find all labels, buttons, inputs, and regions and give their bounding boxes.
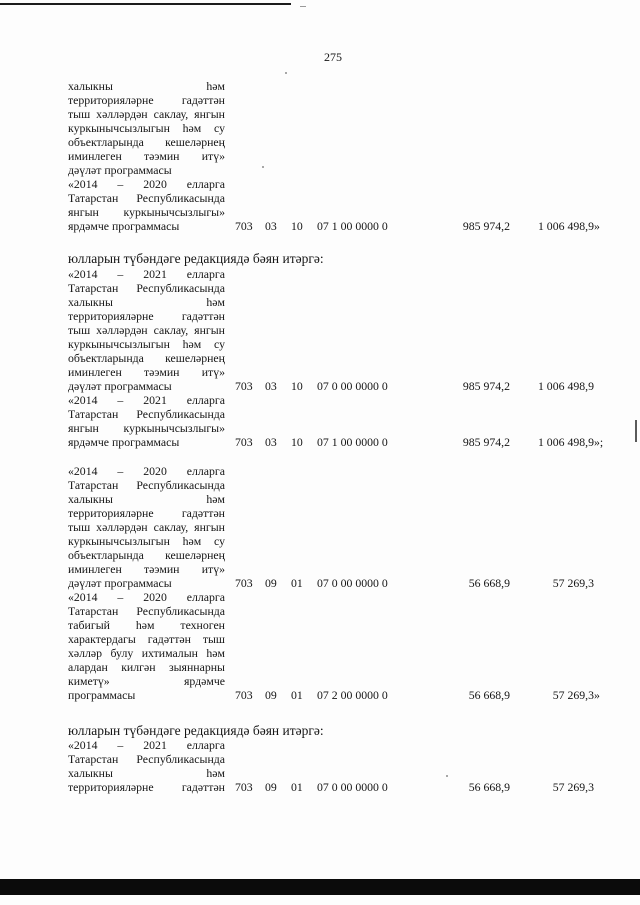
program-name-line: халыкны һәм bbox=[68, 79, 225, 93]
department-code: 703 bbox=[235, 219, 253, 233]
program-name-line: тыш хәлләрдән саклау, янгын bbox=[68, 323, 225, 337]
amount-second bbox=[514, 379, 594, 393]
amount-second bbox=[514, 688, 600, 702]
program-entry bbox=[0, 177, 640, 233]
program-name-line: куркынычсызлыгын һәм су bbox=[68, 121, 225, 135]
program-name-line: «2014 – 2021 елларга bbox=[68, 738, 225, 752]
program-name-line: Татарстан Республикасында bbox=[68, 191, 225, 205]
program-name-line: халыкны һәм bbox=[68, 295, 225, 309]
program-name-line: дәүләт программасы bbox=[68, 576, 172, 590]
program-entry bbox=[0, 464, 640, 590]
program-entry bbox=[0, 590, 640, 702]
program-name-line: янгын куркынычсызлыгы» bbox=[68, 421, 225, 435]
budget-row bbox=[0, 379, 640, 393]
amount-second bbox=[514, 435, 604, 449]
amount-second bbox=[514, 219, 600, 233]
program-name-line: характердагы гадәттән тыш bbox=[68, 632, 225, 646]
closing-quote: »; bbox=[594, 435, 604, 449]
subsection-code: 10 bbox=[291, 435, 303, 449]
subsection-code: 10 bbox=[291, 379, 303, 393]
program-name-line: Татарстан Республикасында bbox=[68, 752, 225, 766]
program-name-line: иминлеген тәэмин итү» bbox=[68, 365, 225, 379]
subsection-code: 01 bbox=[291, 576, 303, 590]
target-item-code: 07 0 00 0000 0 bbox=[317, 576, 388, 590]
amount-second bbox=[514, 780, 594, 794]
amount-first: 56 668,9 bbox=[468, 780, 510, 794]
budget-row bbox=[0, 435, 640, 449]
program-name-line: «2014 – 2020 елларга bbox=[68, 464, 225, 478]
program-name-line: иминлеген тәэмин итү» bbox=[68, 562, 225, 576]
target-item-code: 07 1 00 0000 0 bbox=[317, 219, 388, 233]
department-code: 703 bbox=[235, 780, 253, 794]
program-name-line: программасы bbox=[68, 688, 136, 702]
budget-row bbox=[0, 780, 640, 794]
amount-second bbox=[514, 576, 594, 590]
amount-second-value: 57 269,3 bbox=[552, 688, 594, 702]
amendment-instruction: юлларын түбәндәге редакциядә бәян итәргә: bbox=[68, 723, 324, 738]
program-name-line: территорияләрне гадәттән bbox=[68, 506, 225, 520]
program-name-line: хәлләр булу ихтималын һәм bbox=[68, 646, 225, 660]
replaced-lines-block bbox=[0, 79, 640, 233]
amount-second-value: 1 006 498,9 bbox=[537, 435, 594, 449]
program-name-line: куркынычсызлыгын һәм су bbox=[68, 534, 225, 548]
closing-quote: » bbox=[594, 688, 600, 702]
program-name-line: территорияләрне гадәттән bbox=[68, 309, 225, 323]
department-code: 703 bbox=[235, 576, 253, 590]
program-name-line: киметү» ярдәмче bbox=[68, 674, 225, 688]
amount-first: 985 974,2 bbox=[462, 379, 510, 393]
amendment-instruction: юлларын түбәндәге редакциядә бәян итәргә: bbox=[68, 251, 324, 266]
program-name-line: Татарстан Республикасында bbox=[68, 281, 225, 295]
program-name-line: территорияләрне гадәттән bbox=[68, 780, 225, 794]
closing-quote: » bbox=[594, 219, 600, 233]
page-number: 275 bbox=[324, 50, 342, 64]
program-name-line: ярдәмче программасы bbox=[68, 435, 180, 449]
department-code: 703 bbox=[235, 688, 253, 702]
amount-second-value: 1 006 498,9 bbox=[537, 379, 594, 393]
program-name-line: Татарстан Республикасында bbox=[68, 604, 225, 618]
program-entry bbox=[0, 79, 640, 177]
program-entry bbox=[0, 393, 640, 449]
new-lines-block bbox=[0, 267, 640, 449]
budget-row bbox=[0, 576, 640, 590]
amount-second-value: 57 269,3 bbox=[552, 576, 594, 590]
scan-bottom-band bbox=[0, 879, 640, 895]
section-code: 09 bbox=[265, 688, 277, 702]
section-code: 03 bbox=[265, 219, 277, 233]
target-item-code: 07 0 00 0000 0 bbox=[317, 780, 388, 794]
section-code: 03 bbox=[265, 435, 277, 449]
program-name-line: объектларында кешеләрнең bbox=[68, 351, 225, 365]
subsection-code: 01 bbox=[291, 780, 303, 794]
department-code: 703 bbox=[235, 435, 253, 449]
subsection-code: 01 bbox=[291, 688, 303, 702]
program-name-line: алардан килгән зыяннарны bbox=[68, 660, 225, 674]
program-name-line: дәүләт программасы bbox=[68, 163, 172, 177]
program-name-line: «2014 – 2020 елларга bbox=[68, 177, 225, 191]
program-name-line: табигый һәм техноген bbox=[68, 618, 225, 632]
scan-speck bbox=[300, 6, 306, 7]
program-name-line: ярдәмче программасы bbox=[68, 219, 180, 233]
budget-row bbox=[0, 219, 640, 233]
department-code: 703 bbox=[235, 379, 253, 393]
target-item-code: 07 0 00 0000 0 bbox=[317, 379, 388, 393]
program-entry bbox=[0, 738, 640, 794]
program-name-line: халыкны һәм bbox=[68, 766, 225, 780]
target-item-code: 07 2 00 0000 0 bbox=[317, 688, 388, 702]
program-name-line: территорияләрне гадәттән bbox=[68, 93, 225, 107]
section-code: 09 bbox=[265, 780, 277, 794]
scan-edge-line bbox=[0, 3, 291, 5]
program-name-line: объектларында кешеләрнең bbox=[68, 135, 225, 149]
program-name-line: иминлеген тәэмин итү» bbox=[68, 149, 225, 163]
amount-first: 985 974,2 bbox=[462, 219, 510, 233]
program-name-line: тыш хәлләрдән саклау, янгын bbox=[68, 107, 225, 121]
program-name-line: Татарстан Республикасында bbox=[68, 478, 225, 492]
budget-row bbox=[0, 688, 640, 702]
subsection-code: 10 bbox=[291, 219, 303, 233]
section-code: 03 bbox=[265, 379, 277, 393]
section-code: 09 bbox=[265, 576, 277, 590]
amount-first: 56 668,9 bbox=[468, 688, 510, 702]
program-name-line: «2014 – 2021 елларга bbox=[68, 393, 225, 407]
replaced-lines-block bbox=[0, 464, 640, 702]
new-lines-block bbox=[0, 738, 640, 794]
scan-speck bbox=[285, 72, 287, 74]
program-name-line: куркынычсызлыгын һәм су bbox=[68, 337, 225, 351]
amount-second-value: 1 006 498,9 bbox=[537, 219, 594, 233]
program-entry bbox=[0, 267, 640, 393]
target-item-code: 07 1 00 0000 0 bbox=[317, 435, 388, 449]
program-name-line: «2014 – 2021 елларга bbox=[68, 267, 225, 281]
program-name-line: халыкны һәм bbox=[68, 492, 225, 506]
program-name-line: объектларында кешеләрнең bbox=[68, 548, 225, 562]
program-name-line: дәүләт программасы bbox=[68, 379, 172, 393]
amount-first: 985 974,2 bbox=[462, 435, 510, 449]
program-name-line: Татарстан Республикасында bbox=[68, 407, 225, 421]
program-name-line: тыш хәлләрдән саклау, янгын bbox=[68, 520, 225, 534]
amount-first: 56 668,9 bbox=[468, 576, 510, 590]
program-name-line: «2014 – 2020 елларга bbox=[68, 590, 225, 604]
amount-second-value: 57 269,3 bbox=[552, 780, 594, 794]
program-name-line: янгын куркынычсызлыгы» bbox=[68, 205, 225, 219]
